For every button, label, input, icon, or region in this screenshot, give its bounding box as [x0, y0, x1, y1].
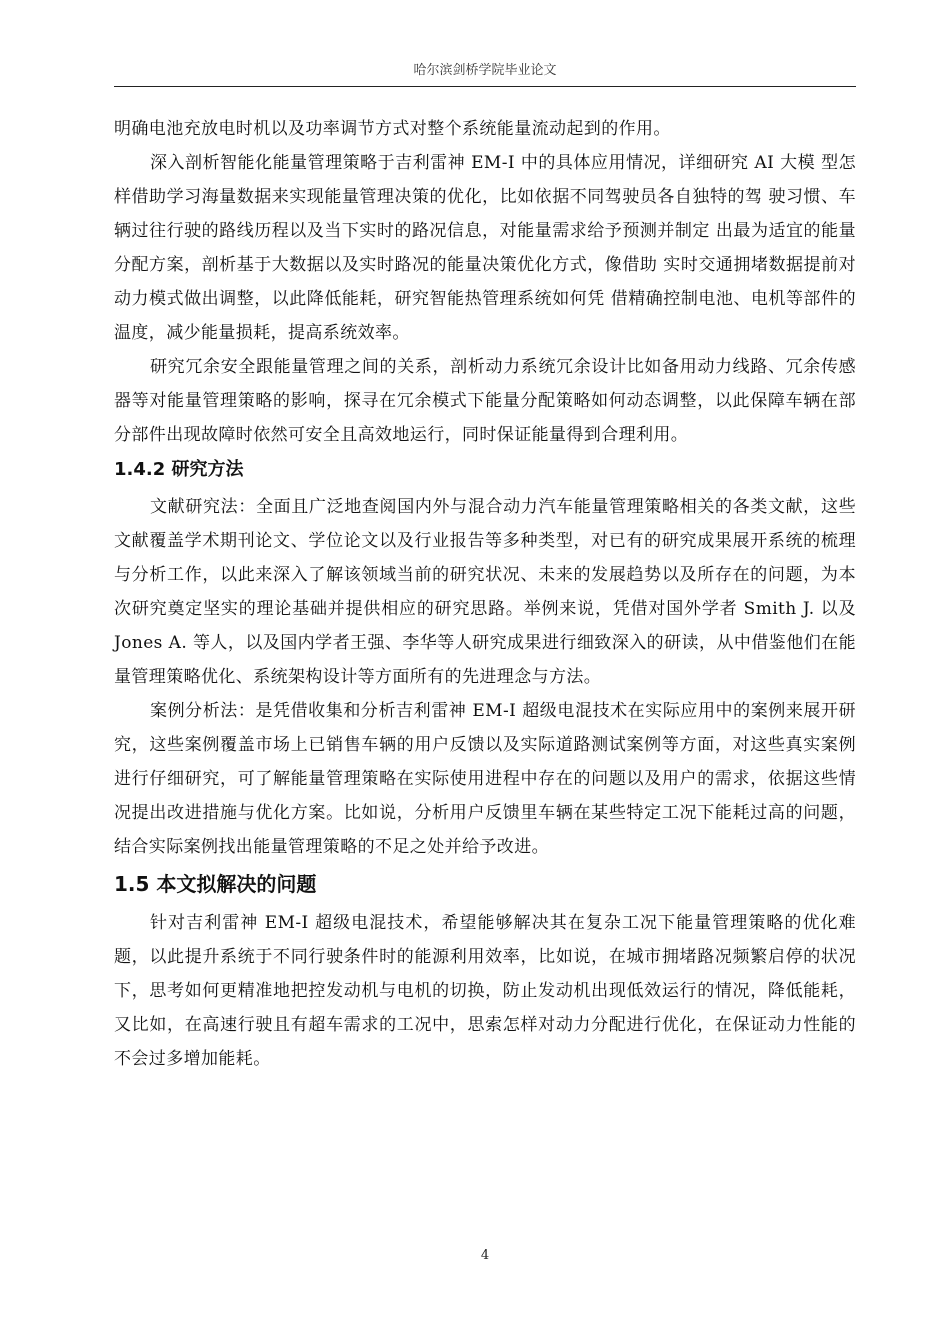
- section-heading-1-5: 1.5 本文拟解决的问题: [114, 872, 317, 896]
- paragraph-continuation: 明确电池充放电时机以及功率调节方式对整个系统能量流动起到的作用。: [114, 119, 671, 139]
- running-header: 哈尔滨剑桥学院毕业论文: [413, 63, 557, 78]
- page-number: 4: [480, 1248, 490, 1263]
- header-divider: [114, 86, 856, 87]
- paragraph-problems-to-solve: 针对吉利雷神 EM-I 超级电混技术，希望能够解决其在复杂工况下能量管理策略的优化难题，以此提升系统于不同行驶条件时的能源利用效率，比如说，在城市拥堵路况频繁启停的状况下，思考如何更精准地把控发动机与电机的切换，防止发动机出现低效运行的情况，降低能耗，又比如，在高速行驶且有超车需求的工况中，思索怎样对动力分配进行优化，在保证动力性能的不会过多增加能耗。: [114, 913, 856, 1069]
- paragraph-redundancy-safety: 研究冗余安全跟能量管理之间的关系，剖析动力系统冗余设计比如备用动力线路、冗余传感器等对能量管理策略的影响，探寻在冗余模式下能量分配策略如何动态调整，以此保障车辆在部分部件出现故障时依然可安全且高效地运行，同时保证能量得到合理利用。: [114, 357, 856, 445]
- section-heading-1-4-2: 1.4.2 研究方法: [114, 459, 244, 480]
- paragraph-intelligent-energy-management: 深入剖析智能化能量管理策略于吉利雷神 EM-I 中的具体应用情况，详细研究 AI 大模 型怎样借助学习海量数据来实现能量管理决策的优化，比如依据不同驾驶员各自独特的驾 驶习惯、车辆过往行驶的路线历程以及当下实时的路况信息，对能量需求给予预测并制定 出最为适宜的能量分配方案，剖析基于大数据以及实时路况的能量决策优化方式，像借助 实时交通拥堵数据提前对动力模式做出调整，以此降低能耗，研究智能热管理系统如何凭 借精确控制电池、电机等部件的温度，减少能量损耗，提高系统效率。: [114, 153, 856, 343]
- page-body: [114, 112, 856, 1076]
- paragraph-literature-method: 文献研究法：全面且广泛地查阅国内外与混合动力汽车能量管理策略相关的各类文献，这些文献覆盖学术期刊论文、学位论文以及行业报告等多种类型，对已有的研究成果展开系统的梳理与分析工作，以此来深入了解该领域当前的研究状况、未来的发展趋势以及所存在的问题，为本次研究奠定坚实的理论基础并提供相应的研究思路。举例来说，凭借对国外学者 Smith J. 以及 Jones A. 等人，以及国内学者王强、李华等人研究成果进行细致深入的研读，从中借鉴他们在能量管理策略优化、系统架构设计等方面所有的先进理念与方法。: [114, 497, 856, 687]
- paragraph-case-analysis: 案例分析法：是凭借收集和分析吉利雷神 EM-I 超级电混技术在实际应用中的案例来展开研究，这些案例覆盖市场上已销售车辆的用户反馈以及实际道路测试案例等方面，对这些真实案例进行仔细研究，可了解能量管理策略在实际使用进程中存在的问题以及用户的需求，依据这些情况提出改进措施与优化方案。比如说，分析用户反馈里车辆在某些特定工况下能耗过高的问题，结合实际案例找出能量管理策略的不足之处并给予改进。: [114, 701, 856, 857]
